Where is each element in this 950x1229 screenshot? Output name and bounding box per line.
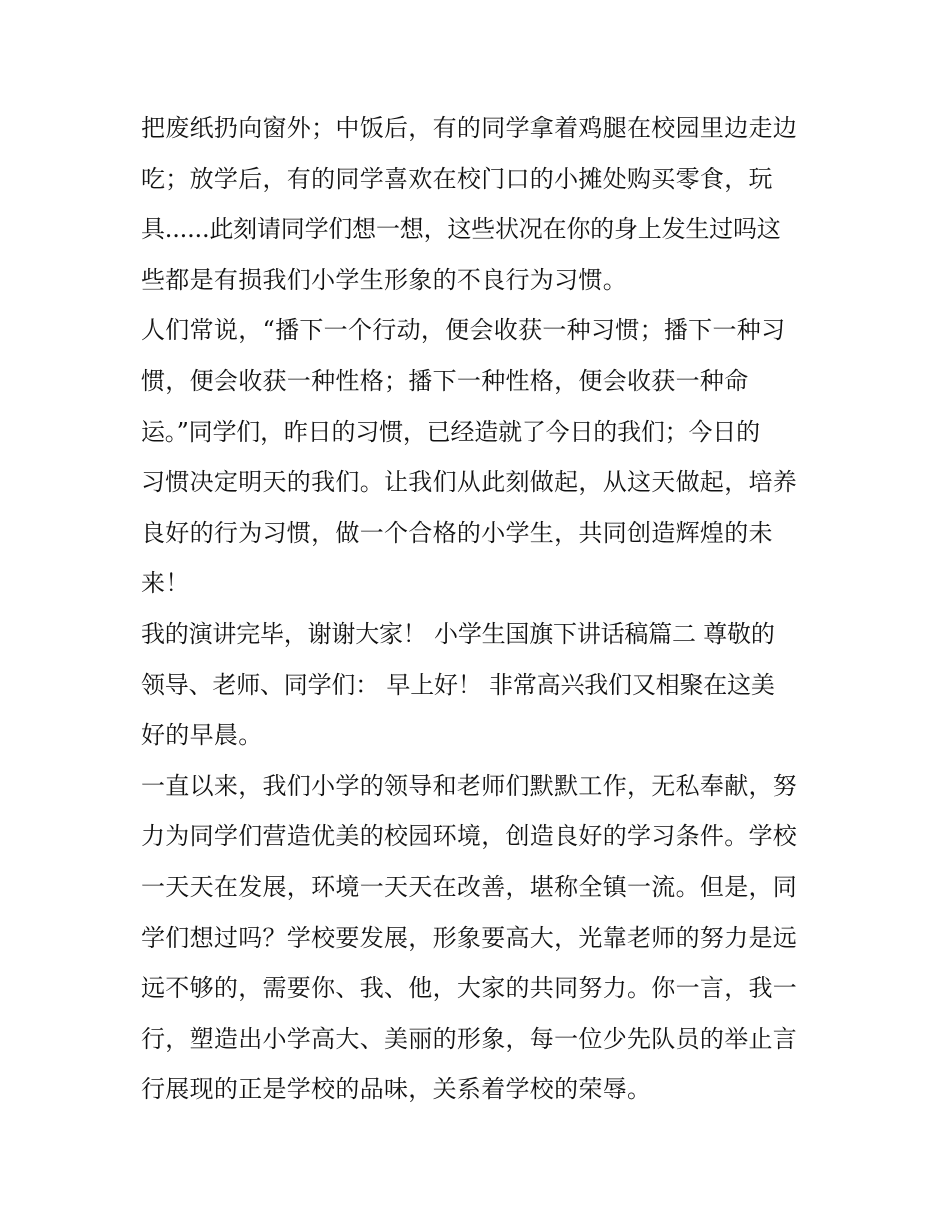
text-line-6: 惯，便会收获一种性格；播下一种性格，便会收获一种命 [141,366,749,395]
text-line-11: 我的演讲完毕，谢谢大家！ 小学生国旗下讲话稿篇二 尊敬的 [141,619,775,648]
text-line-16: 一天天在发展，环境一天天在改善，堪称全镇一流。但是，同 [141,872,798,901]
text-line-15: 力为同学们营造优美的校园环境，创造良好的学习条件。学校 [141,822,798,851]
text-line-10: 来！ [141,569,190,598]
text-line-18: 远不够的，需要你、我、他，大家的共同努力。你一言，我一 [141,974,798,1003]
text-line-5: 人们常说，“播下一个行动，便会收获一种习惯；播下一种习 [141,316,786,345]
text-line-8: 习惯决定明天的我们。让我们从此刻做起，从这天做起，培养 [141,468,798,497]
text-line-4: 些都是有损我们小学生形象的不良行为习惯。 [141,265,627,294]
text-line-20: 行展现的正是学校的品味，关系着学校的荣辱。 [141,1075,652,1104]
document-page [141,103,821,1115]
text-line-17: 学们想过吗？学校要发展，形象要高大，光靠老师的努力是远 [141,923,798,952]
text-line-2: 吃；放学后，有的同学喜欢在校门口的小摊处购买零食，玩 [141,164,773,193]
text-line-3: 具......此刻请同学们想一想，这些状况在你的身上发生过吗这 [141,215,781,244]
text-line-14: 一直以来，我们小学的领导和老师们默默工作，无私奉献，努 [141,771,798,800]
text-line-13: 好的早晨。 [141,721,263,750]
text-line-19: 行，塑造出小学高大、美丽的形象，每一位少先队员的举止言 [141,1024,798,1053]
text-line-9: 良好的行为习惯，做一个合格的小学生，共同创造辉煌的未 [141,518,773,547]
text-line-7: 运。”同学们，昨日的习惯，已经造就了今日的我们；今日的 [141,417,760,446]
text-line-12: 领导、老师、同学们： 早上好！ 非常高兴我们又相聚在这美 [141,670,775,699]
text-line-1: 把废纸扔向窗外；中饭后，有的同学拿着鸡腿在校园里边走边 [141,114,798,142]
